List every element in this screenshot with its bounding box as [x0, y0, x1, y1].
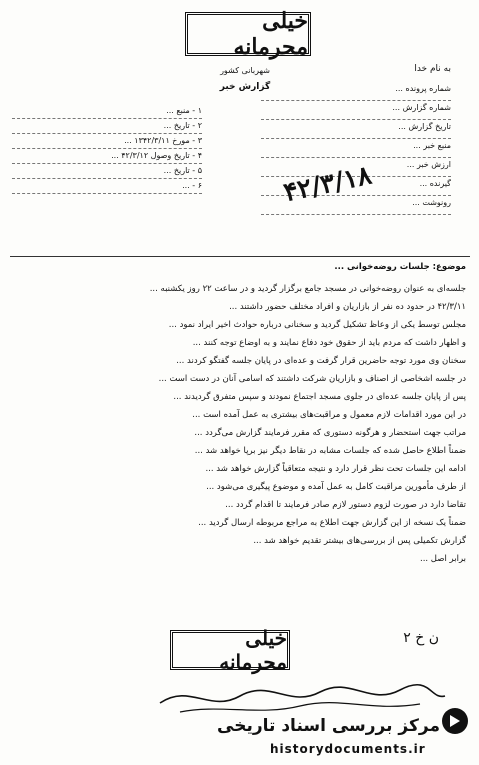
body-line: در جلسه اشخاصی از اصناف و بازاریان شرکت داشتند که اسامی آنان در دست است ...	[158, 374, 466, 384]
field-row: ۳ - مورخ ۱۳۴۲/۳/۱۱ ...	[12, 136, 202, 149]
report-title: گزارش خبر	[219, 82, 271, 92]
field-row: تاریخ گزارش ...	[261, 122, 451, 139]
body-line: تقاضا دارد در صورت لزوم دستور لازم صادر فرمایند تا اقدام گردد ...	[225, 500, 466, 510]
handwritten-number: ۴۲/۳/۱۸	[281, 160, 375, 209]
header-fields-left	[12, 106, 202, 196]
body-line: ضمناً اطلاع حاصل شده که جلسات مشابه در نقاط دیگر نیز برپا خواهد شد ...	[194, 446, 466, 456]
field-row: شماره پرونده ...	[261, 84, 451, 101]
subhead: شهربانی کشور	[220, 66, 270, 75]
body-line: پس از پایان جلسه عده‌ای در جلوی مسجد اجتماع نمودند و سپس متفرق گردیدند ...	[173, 392, 466, 402]
body-line: برابر اصل ...	[420, 554, 466, 564]
subject-line: موضوع: جلسات روضه‌خوانی ...	[334, 262, 466, 272]
org-label: به نام خدا	[414, 64, 451, 74]
classification-text: خیلی محرمانه	[233, 8, 308, 60]
margin-note: ۲ ن خ	[403, 630, 439, 646]
body-line: سخنان وی مورد توجه حاضرین قرار گرفت و عده‌ای در پایان جلسه گفتگو کردند ...	[176, 356, 466, 366]
body-line: جلسه‌ای به عنوان روضه‌خوانی در مسجد جامع برگزار گردید و در ساعت ۲۲ روز یکشنبه ...	[149, 284, 466, 294]
field-row: ۲ - تاریخ ...	[12, 121, 202, 134]
field-row: شماره گزارش ...	[261, 103, 451, 120]
body-line: از طرف مأمورین مراقبت کامل به عمل آمده و موضوع پیگیری می‌شود ...	[206, 482, 466, 492]
body-line: و اظهار داشت که مردم باید از حقوق خود دفاع نمایند و به اوضاع توجه کنند ...	[192, 338, 466, 348]
field-row: ۴ - تاریخ وصول ۴۲/۳/۱۲ ...	[12, 151, 202, 164]
field-row: ۱ - منبع ...	[12, 106, 202, 119]
field-row: ۶ - ...	[12, 181, 202, 194]
archive-url: historydocuments.ir	[270, 742, 426, 756]
classification-text: خیلی محرمانه	[219, 626, 287, 674]
divider	[10, 256, 470, 257]
field-row: منبع خبر ...	[261, 141, 451, 158]
body-line: مجلس توسط یکی از وعاظ تشکیل گردید و سخنانی درباره حوادث اخیر ایراد نمود ...	[168, 320, 466, 330]
signature-scribble	[150, 678, 450, 718]
classification-stamp-bottom	[170, 626, 290, 674]
body-line: ضمناً یک نسخه از این گزارش جهت اطلاع به مراجع مربوطه ارسال گردید ...	[198, 518, 466, 528]
body-line: در این مورد اقدامات لازم معمول و مراقبت‌های بیشتری به عمل آمده است ...	[192, 410, 466, 420]
classification-stamp-top	[185, 8, 311, 60]
field-row: ارزش خبر ...	[261, 160, 451, 177]
body-line: گزارش تکمیلی پس از بررسی‌های بیشتر تقدیم خواهد شد ...	[253, 536, 466, 546]
body-line: مراتب جهت استحضار و هرگونه دستوری که مقرر فرمایند گزارش می‌گردد ...	[194, 428, 466, 438]
archive-logo-icon	[440, 706, 470, 736]
field-row: گیرنده ...	[261, 179, 451, 196]
field-row: ۵ - تاریخ ...	[12, 166, 202, 179]
report-body	[18, 280, 466, 568]
archive-name: مرکز بررسی اسناد تاریخی	[217, 716, 440, 736]
body-line: ۴۲/۳/۱۱ در حدود ده نفر از بازاریان و افراد مختلف حضور داشتند ...	[229, 302, 466, 312]
field-row: رونوشت ...	[261, 198, 451, 215]
body-line: ادامه این جلسات تحت نظر قرار دارد و نتیجه متعاقباً گزارش خواهد شد ...	[205, 464, 466, 474]
